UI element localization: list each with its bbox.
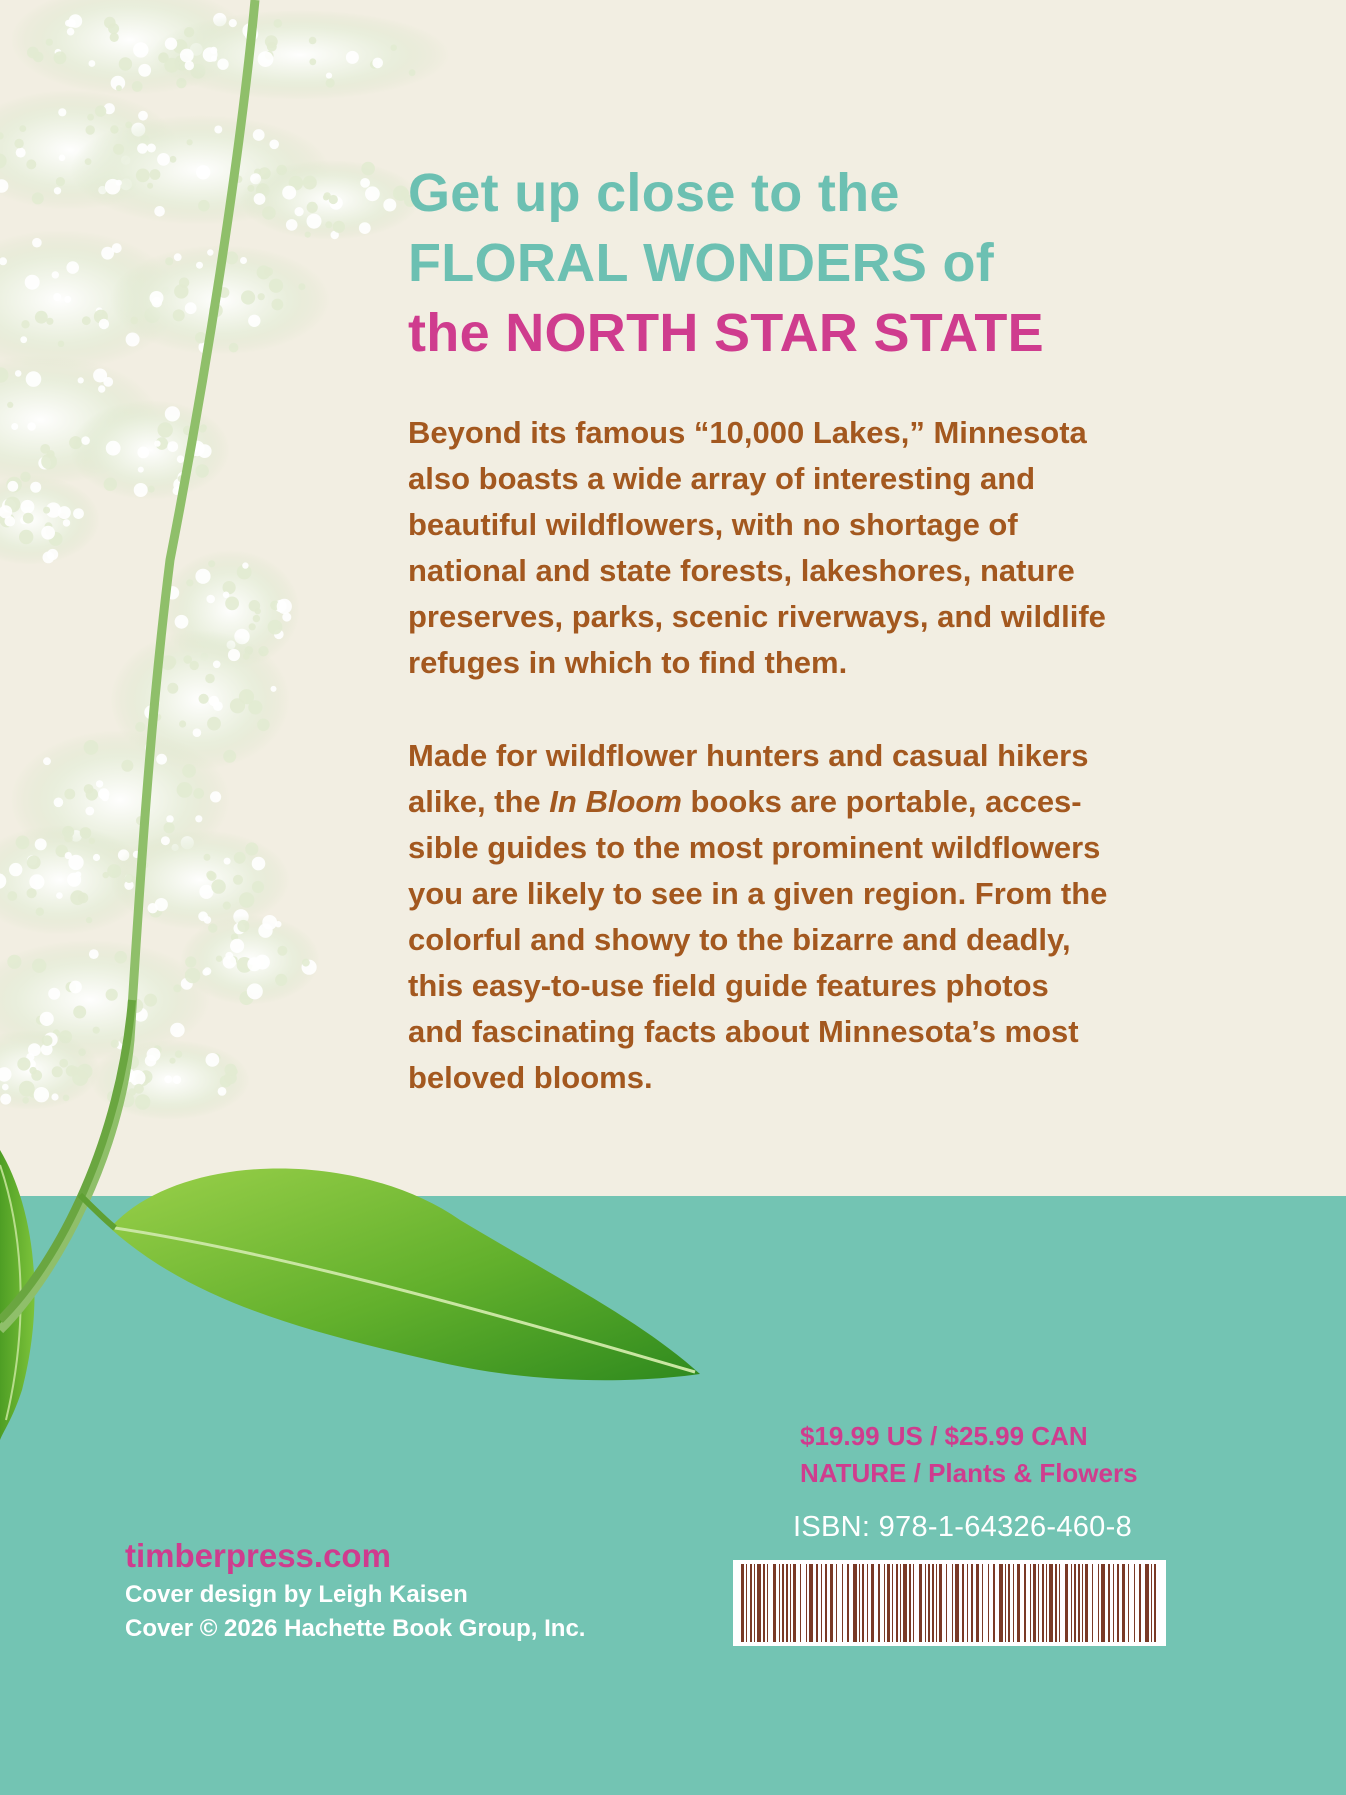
paragraph-line: Made for wildflower hunters and casual hikers <box>408 738 1089 773</box>
credits <box>125 1534 725 1646</box>
price-block <box>800 1418 1220 1492</box>
headline-floral-wonders: FLORAL WONDERS <box>408 233 928 293</box>
paragraph-line: you are likely to see in a given region. From the <box>408 876 1108 911</box>
paragraph-line: beloved blooms. <box>408 1060 653 1095</box>
headline-line-2 <box>408 228 1308 298</box>
isbn: ISBN: 978-1-64326-460-8 <box>793 1511 1132 1543</box>
barcode-graphic <box>733 1560 1166 1646</box>
headline-line-1: Get up close to the <box>408 163 900 223</box>
description-paragraph-1 <box>408 410 1228 686</box>
headline <box>408 158 1308 368</box>
price: $19.99 US / $25.99 CAN <box>800 1421 1088 1451</box>
paragraph-line: also boasts a wide array of interesting and <box>408 461 1036 496</box>
paragraph-line: colorful and showy to the bizarre and deadly, <box>408 922 1071 957</box>
headline-of: of <box>927 233 995 293</box>
headline-north-star-state: NORTH STAR STATE <box>505 303 1044 363</box>
paragraph-line: national and state forests, lakeshores, nature <box>408 553 1075 588</box>
paragraph-line: refuges in which to find them. <box>408 645 848 680</box>
paragraph-text: books are portable, acces- <box>681 784 1082 819</box>
headline-the: the <box>408 303 506 363</box>
paragraph-line: beautiful wildflowers, with no shortage of <box>408 507 1018 542</box>
paragraph-line: preserves, parks, scenic riverways, and wildlife <box>408 599 1106 634</box>
paragraph-line: sible guides to the most prominent wildflowers <box>408 830 1101 865</box>
paragraph-line: and fascinating facts about Minnesota’s most <box>408 1014 1079 1049</box>
series-title-in-bloom: In Bloom <box>549 784 682 819</box>
description-paragraph-2 <box>408 733 1228 1101</box>
paragraph-line <box>408 779 1228 825</box>
paragraph-line: Beyond its famous “10,000 Lakes,” Minnesota <box>408 415 1087 450</box>
copyright-notice: Cover © 2026 Hachette Book Group, Inc. <box>125 1615 586 1642</box>
cover-design-credit: Cover design by Leigh Kaisen <box>125 1581 468 1608</box>
paragraph-line: this easy-to-use field guide features photos <box>408 968 1049 1003</box>
paragraph-text: alike, the <box>408 784 550 819</box>
publisher-website-link[interactable]: timberpress.com <box>125 1537 391 1574</box>
headline-line-3 <box>408 298 1308 368</box>
category: NATURE / Plants & Flowers <box>800 1458 1138 1488</box>
